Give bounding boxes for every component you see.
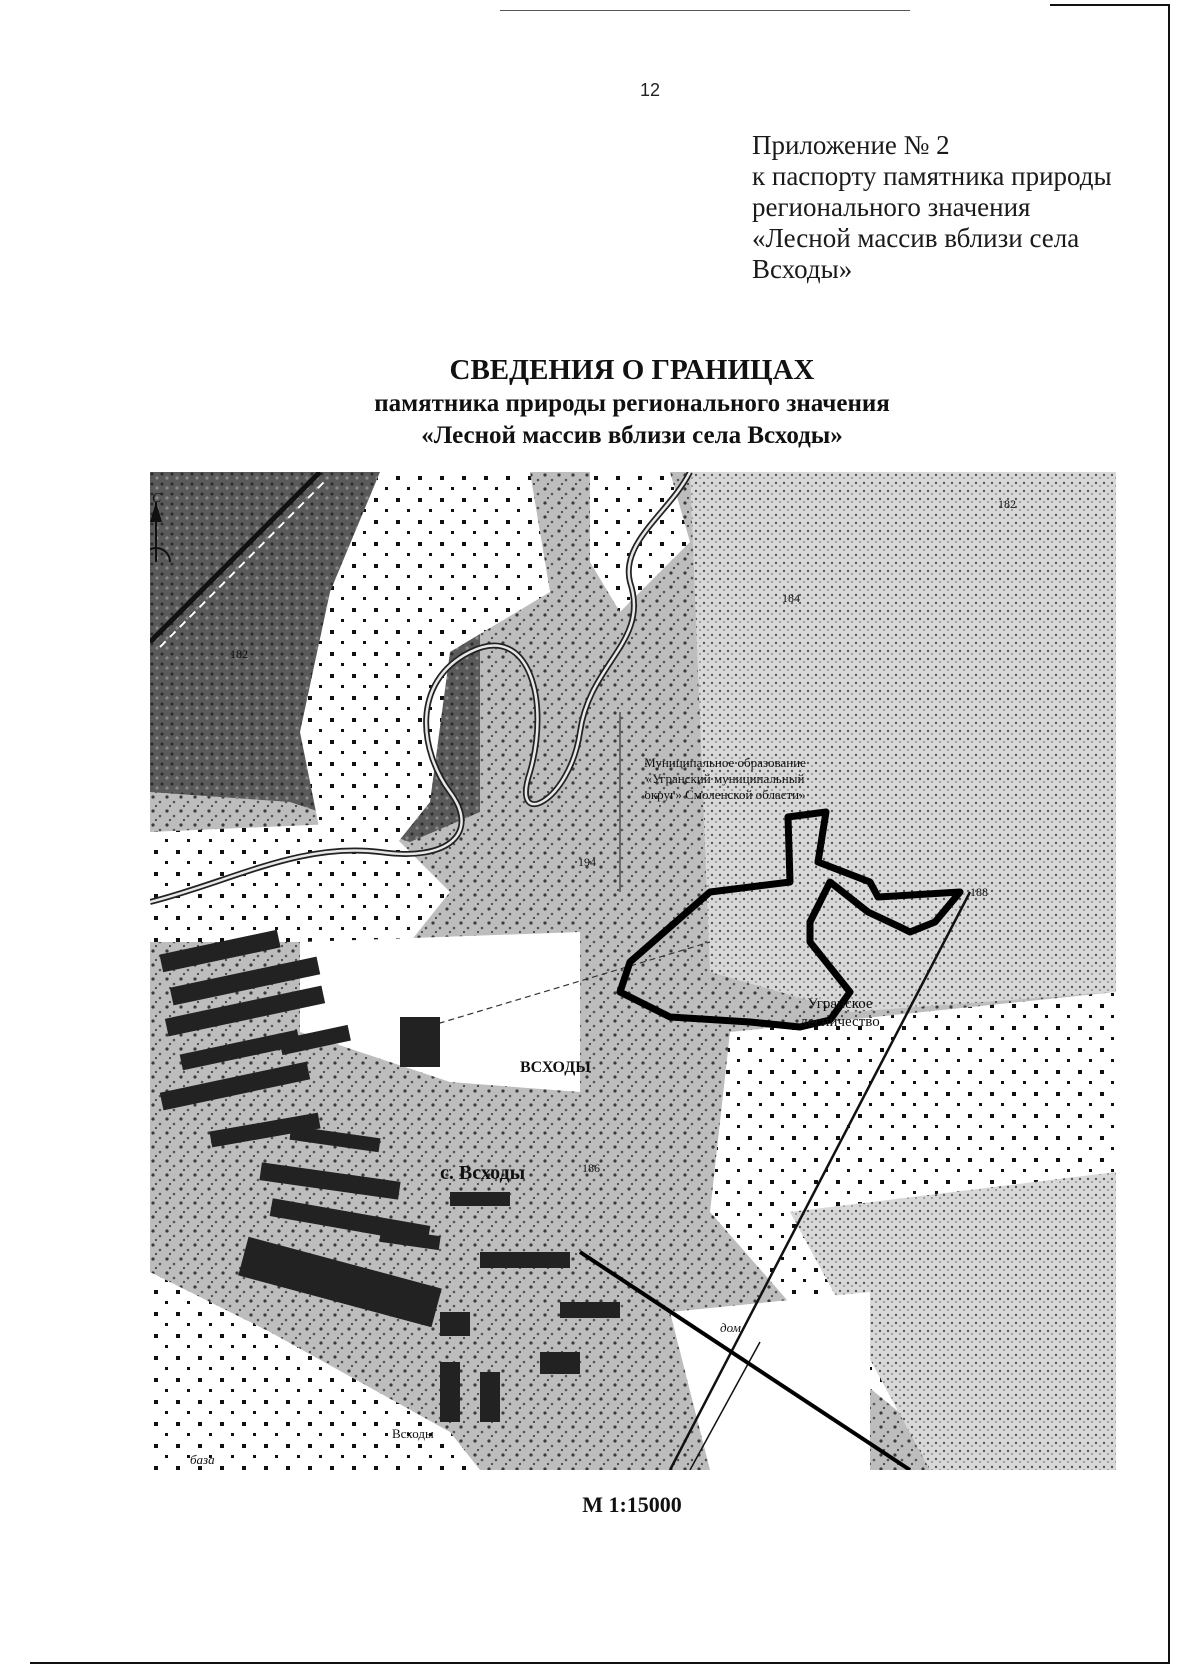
appendix-line: Приложение № 2	[752, 130, 950, 160]
appendix-block	[752, 130, 1172, 285]
municipality-label-line: «Угранский муниципальный	[645, 771, 805, 786]
document-heading	[0, 352, 1200, 452]
heading-title: СВЕДЕНИЯ О ГРАНИЦАХ	[449, 354, 815, 386]
north-letter: С	[152, 491, 162, 506]
scan-top-dash	[500, 10, 910, 11]
vkhody-area-label: ВСХОДЫ	[520, 1059, 591, 1076]
forestry-label-line: Угранское	[807, 996, 873, 1012]
map-svg	[150, 472, 1116, 1470]
appendix-line: «Лесной массив вблизи села	[752, 223, 1080, 253]
map-scale: М 1:15000	[582, 1492, 682, 1517]
village-small-label: Всходы	[392, 1426, 434, 1441]
elevation-label: 188	[970, 885, 988, 899]
forestry-label-line: лесничество	[800, 1014, 880, 1030]
elevation-label: 194	[578, 855, 596, 869]
elevation-label: 182	[998, 497, 1016, 511]
boundary-map	[150, 472, 1116, 1470]
dom-label: дом	[720, 1320, 741, 1335]
elevation-label: 184	[782, 591, 800, 605]
page-number: 12	[639, 80, 661, 100]
appendix-line: к паспорту памятника природы	[752, 161, 1112, 191]
municipality-label-line: округ» Смоленской области»	[644, 787, 806, 802]
village-label: с. Всходы	[440, 1162, 526, 1184]
appendix-line: регионального значения	[752, 192, 1031, 222]
scan-bottom-edge	[30, 1662, 1170, 1664]
elevation-label: 182	[230, 647, 248, 661]
elevation-label: 186	[582, 1161, 600, 1175]
scan-top-right-line	[1050, 4, 1170, 6]
heading-subtitle-2: «Лесной массив вблизи села Всходы»	[421, 422, 843, 449]
heading-subtitle-1: памятника природы регионального значения	[374, 390, 890, 417]
appendix-line: Всходы»	[752, 254, 853, 284]
baza-label: база	[190, 1452, 215, 1467]
municipality-label-line: Муниципальное образование	[644, 755, 806, 770]
